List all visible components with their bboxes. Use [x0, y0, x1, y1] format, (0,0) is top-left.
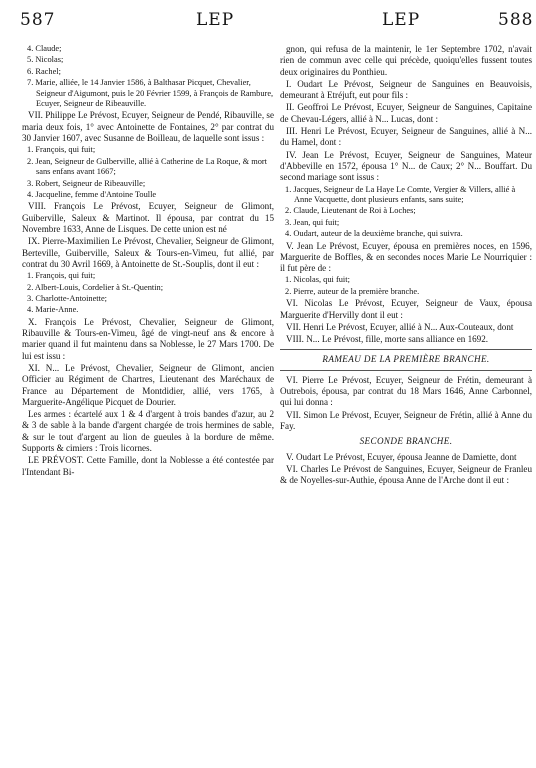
paragraph: IX. Pierre-Maximilien Le Prévost, Chevalier, Seigneur de Glimont, Berteville, Guiberville, Saleux & Tours-en-Vimeu, fut allié, par contrat du 30 Avril 1669, à Antoinette de St.-Souplis, dont il eut : [22, 236, 274, 269]
paragraph: X. François Le Prévost, Chevalier, Seigneur de Glimont, Ribauville & Tours-en-Vimeu, âgé de vingt-neuf ans & encore à marier quand il fut maintenu dans sa Noblesse, le 27 Mars 1700. De lui est issu : [22, 316, 274, 361]
paragraph: V. Jean Le Prévost, Ecuyer, épousa en premières noces, en 1596, Marguerite de Boffles, & en secondes noces Marie Le Nourriquier : il fut père de : [280, 240, 532, 274]
list-item: 7. Marie, alliée, le 14 Janvier 1586, à Balthasar Picquet, Chevalier, Seigneur d'Aigumont, puis le 20 Février 1599, à François de Rambure, Ecuyer, Seigneur de Ribeauville. [27, 78, 274, 109]
list-item: 2. Albert-Louis, Cordelier à St.-Quentin; [27, 282, 164, 292]
list-item: 1. Jacques, Seigneur de La Haye Le Comte, Vergier & Villers, allié à Anne Vacquette, dont plusieurs enfants, sans suite; [285, 184, 516, 204]
list-item: 3. Robert, Seigneur de Ribeauville; [27, 178, 146, 188]
paragraph: IV. Jean Le Prévost, Ecuyer, Seigneur de Sanguines, Mateur d'Abbeville en 1572, épousa 1° N... de Caux; 2° N... Bouffart. Du second mariage sont issus : [280, 149, 532, 183]
list-item: 5. Nicolas; [27, 55, 64, 65]
paragraph: gnon, qui refusa de la maintenir, le 1er Septembre 1702, n'avait rien de commun avec celle qui précède, quoiqu'elles fussent toutes deux originaires du Ponthieu. [280, 44, 532, 77]
list-item: 3. Charlotte-Antoinette; [27, 293, 108, 303]
paragraph: V. Oudart Le Prévost, Ecuyer, épousa Jeanne de Damiette, dont [286, 451, 517, 462]
list-item: 4. Claude; [27, 44, 62, 53]
paragraph: XI. N... Le Prévost, Chevalier, Seigneur de Glimont, ancien Officier au Régiment de Chartres, Lieutenant des Maréchaux de France au Département de Montdidier, allié, vers 1765, à Marguerite-Angélique Picquet de Dourier. [22, 362, 274, 407]
paragraph: III. Henri Le Prévost, Ecuyer, Seigneur de Sanguines, allié à N... du Hamel, dont : [280, 126, 532, 148]
section-heading: SECONDE BRANCHE. [359, 436, 453, 447]
list-item: 1. François, qui fuit; [27, 271, 96, 281]
paragraph: Les armes : écartelé aux 1 & 4 d'argent à trois bandes d'azur, au 2 & 3 de sable à la bande d'argent chargée de trois hermines de sable, & sur le tout d'argent au lion de gueules à la bordure de même. Supports & cimiers : Trois licornes. [22, 409, 274, 454]
list-item: 4. Oudart, auteur de la deuxième branche, qui suivra. [285, 229, 463, 239]
page-number-left: 587 [20, 10, 56, 30]
paragraph: VIII. N... Le Prévost, fille, morte sans alliance en 1692. [286, 334, 489, 345]
list-item: 6. Rachel; [27, 66, 61, 76]
paragraph: VI. Charles Le Prévost de Sanguines, Ecuyer, Seigneur de Franleu & de Noyelles-sur-Authie, épousa Anne de l'Arche dont il eut : [280, 463, 532, 486]
section-heading: RAMEAU DE LA PREMIÈRE BRANCHE. [322, 354, 490, 365]
paragraph: VI. Nicolas Le Prévost, Ecuyer, Seigneur de Vaux, épousa Marguerite d'Hervilly dont il eut : [280, 298, 532, 320]
divider [280, 349, 532, 350]
running-title-left: LEP [196, 10, 235, 30]
right-column [280, 44, 532, 487]
paragraph: I. Oudart Le Prévost, Seigneur de Sanguines en Beauvoisis, demeurant à Etréjuft, eut pour fils : [280, 78, 532, 101]
list-item: 4. Marie-Anne. [27, 305, 79, 315]
paragraph: LE PRÉVOST. Cette Famille, dont la Noblesse a été contestée par l'Intendant Bi- [22, 455, 274, 477]
page-number-right: 588 [498, 10, 534, 30]
paragraph: II. Geoffroi Le Prévost, Ecuyer, Seigneur de Sanguines, Capitaine de Chevau-Légers, allié à N... Lucas, dont : [280, 102, 532, 124]
paragraph: VI. Pierre Le Prévost, Ecuyer, Seigneur de Frétin, demeurant à Outrebois, épousa, par contrat du 18 Mars 1646, Anne Carbonnel, qui lui donna : [280, 374, 532, 408]
paragraph: VII. Henri Le Prévost, Ecuyer, allié à N... Aux-Couteaux, dont [286, 321, 514, 332]
list-item: 1. Nicolas, qui fuit; [285, 275, 350, 285]
left-column [22, 44, 274, 479]
paragraph: VII. Simon Le Prévost, Ecuyer, Seigneur de Frétin, allié à Anne du Fay. [280, 409, 532, 431]
list-item: 4. Jacqueline, femme d'Antoine Toulle [27, 189, 157, 199]
list-item: 2. Claude, Lieutenant de Roi à Loches; [285, 206, 416, 216]
paragraph: VIII. François Le Prévost, Ecuyer, Seigneur de Glimont, Guiberville, Saleux & Martinot. Il épousa, par contrat du 15 Novembre 1633, Anne de Lisques. De cette union est né [22, 201, 274, 234]
running-title-right: LEP [382, 10, 421, 30]
divider [280, 370, 532, 371]
list-item: 3. Jean, qui fuit; [285, 217, 340, 227]
paragraph: VII. Philippe Le Prévost, Ecuyer, Seigneur de Pendé, Ribauville, se maria deux fois, 1° avec Antoinette de Fontaines, 2° par contrat du 30 Janvier 1607, avec Susanne de Boilleau, de laquelle sont issus : [22, 110, 274, 144]
list-item: 2. Pierre, auteur de la première branche. [285, 286, 420, 296]
list-item: 2. Jean, Seigneur de Gulberville, allié à Catherine de La Roque, & mort sans enfans avant 1667; [27, 156, 268, 177]
list-item: 1. François, qui fuit; [27, 145, 96, 155]
